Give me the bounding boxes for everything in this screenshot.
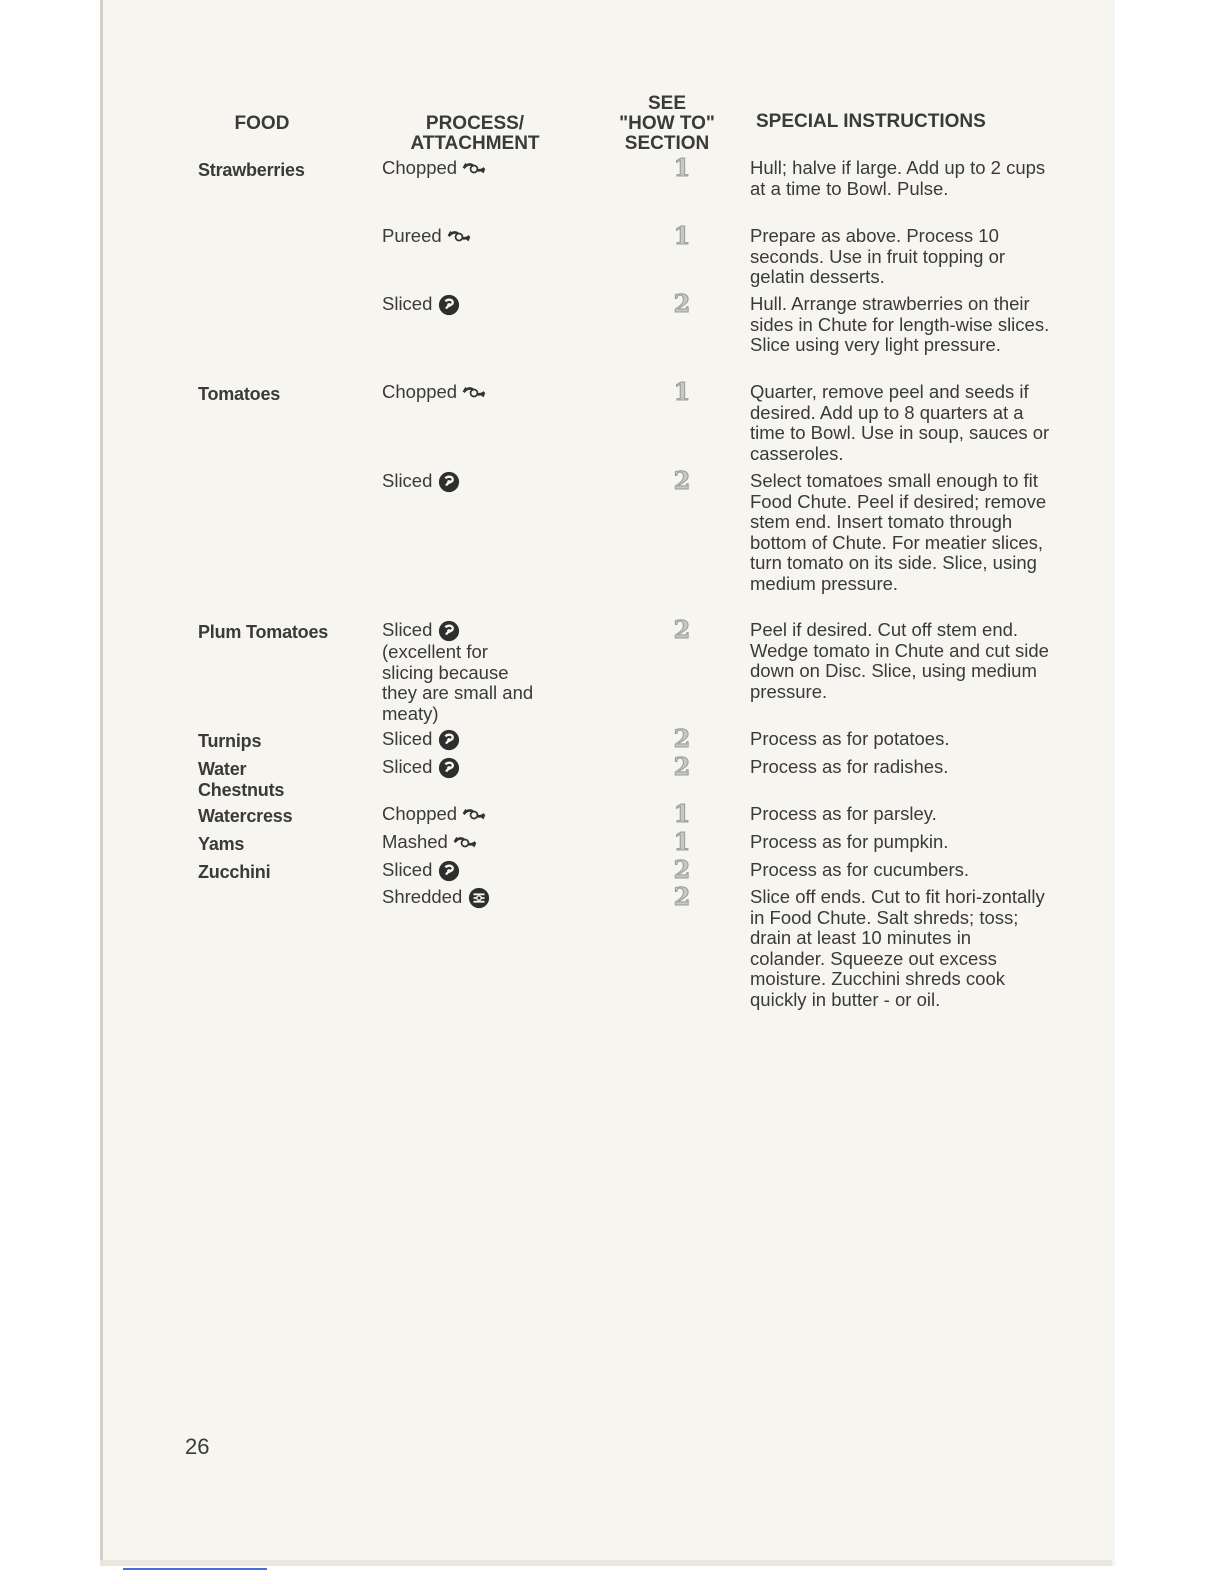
food-name: Zucchini [198,862,271,882]
food-name: Strawberries [198,160,305,180]
food-name: Tomatoes [198,384,281,404]
process-cell [382,620,552,724]
process-label: Sliced [382,619,433,640]
food-name: Yams [198,834,245,854]
page-edge [100,1560,1112,1566]
process-cell [382,804,552,826]
how-to-section-number: 1 [673,799,691,828]
slicing-disc-icon [436,860,462,882]
steel-blade-icon [446,226,472,248]
process-label: Sliced [382,293,433,314]
process-label: Chopped [382,381,458,402]
steel-blade-icon [461,158,487,180]
process-label: Sliced [382,470,433,491]
special-instructions: Hull. Arrange strawberries on their sides in Chute for length-wise slices. Slice using very light pressure. [750,293,1050,355]
how-to-section-number: 2 [673,466,691,495]
special-instructions: Process as for cucumbers. [750,859,969,880]
page-number: 26 [185,1434,210,1459]
how-to-section-number: 2 [673,724,691,753]
special-instructions: Select tomatoes small enough to fit Food Chute. Peel if desired; remove stem end. Insert tomato through bottom of Chute. For meatier slices, turn tomato on its side. Slice, using medium pressure. [750,470,1047,594]
food-name: Water Chestnuts [198,759,285,800]
special-instructions: Hull; halve if large. Add up to 2 cups at a time to Bowl. Pulse. [750,157,1046,199]
slicing-disc-icon [436,729,462,751]
food-name: Plum Tomatoes [198,622,329,642]
process-label: Shredded [382,886,463,907]
process-cell [382,158,552,180]
steel-blade-icon [461,382,487,404]
shredding-disc-icon [466,887,492,909]
process-label: Chopped [382,157,458,178]
header-process: PROCESS/ ATTACHMENT [410,113,540,154]
process-label: Sliced [382,859,433,880]
process-note: (excellent for slicing because they are small and meaty) [382,641,534,724]
special-instructions: Process as for potatoes. [750,728,950,749]
process-label: Mashed [382,831,448,852]
special-instructions: Peel if desired. Cut off stem end. Wedge tomato in Chute and cut side down on Disc. Slice, using medium pressure. [750,619,1049,702]
header-see-how-to: SEE "HOW TO" SECTION [619,93,715,154]
steel-blade-icon [452,832,478,854]
process-cell [382,226,552,248]
link-underline[interactable] [123,1568,267,1570]
process-label: Chopped [382,803,458,824]
process-label: Sliced [382,728,433,749]
steel-blade-icon [461,804,487,826]
how-to-section-number: 2 [673,615,691,644]
slicing-disc-icon [436,757,462,779]
special-instructions: Process as for parsley. [750,803,937,824]
special-instructions: Prepare as above. Process 10 seconds. Use in fruit topping or gelatin desserts. [750,225,1006,287]
process-label: Sliced [382,756,433,777]
special-instructions: Slice off ends. Cut to fit hori-zontally in Food Chute. Salt shreds; toss; drain at least 10 minutes in colander. Squeeze out excess moisture. Zucchini shreds cook quickly in butter - or oil. [750,886,1045,1010]
process-label: Pureed [382,225,442,246]
process-cell [382,860,552,882]
how-to-section-number: 2 [673,882,691,911]
special-instructions: Process as for pumpkin. [750,831,949,852]
process-cell [382,887,552,909]
how-to-section-number: 1 [673,377,691,406]
process-cell [382,832,552,854]
how-to-section-number: 1 [673,827,691,856]
process-cell [382,757,552,779]
food-name: Turnips [198,731,262,751]
how-to-section-number: 2 [673,289,691,318]
slicing-disc-icon [436,294,462,316]
header-special-instructions: SPECIAL INSTRUCTIONS [756,111,986,132]
special-instructions: Quarter, remove peel and seeds if desired. Add up to 8 quarters at a time to Bowl. Use in soup, sauces or casseroles. [750,381,1050,464]
how-to-section-number: 2 [673,752,691,781]
slicing-disc-icon [436,471,462,493]
process-cell [382,294,552,316]
process-cell [382,382,552,404]
slicing-disc-icon [436,620,462,642]
food-name: Watercress [198,806,293,826]
process-cell [382,471,552,493]
header-food: FOOD [234,113,290,134]
how-to-section-number: 1 [673,221,691,250]
process-cell [382,729,552,751]
how-to-section-number: 2 [673,855,691,884]
special-instructions: Process as for radishes. [750,756,949,777]
how-to-section-number: 1 [673,153,691,182]
